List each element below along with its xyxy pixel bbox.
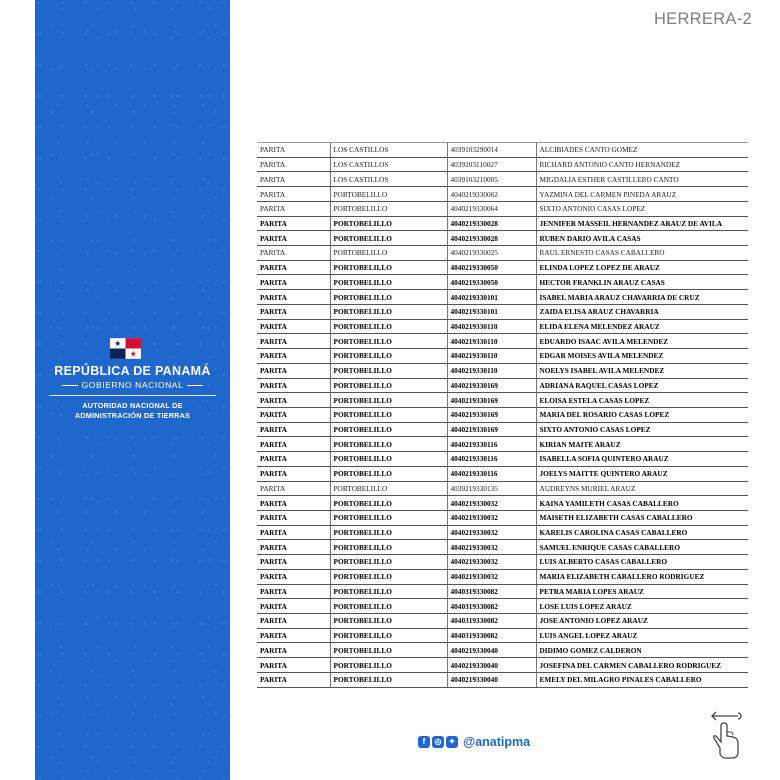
cell-name: MIGDALIA ESTHER CASTILLERO CANTO bbox=[536, 172, 748, 187]
cell-place: PORTOBELILLO bbox=[330, 584, 447, 599]
cell-code: 4040219330169 bbox=[447, 422, 536, 437]
table-row bbox=[257, 363, 748, 378]
cell-code: 4039103210005 bbox=[447, 172, 536, 187]
cell-name: MAISETH ELIZABETH CASAS CABALLERO bbox=[536, 510, 748, 525]
cell-code: 4040219330101 bbox=[447, 290, 536, 305]
cell-name: JENNIFER MASSEIL HERNANDEZ ARAUZ DE AVILA bbox=[536, 216, 748, 231]
cell-district: PARITA bbox=[257, 157, 330, 172]
table-row bbox=[257, 599, 748, 614]
table-row bbox=[257, 246, 748, 261]
cell-place: PORTOBELILLO bbox=[330, 481, 447, 496]
cell-place: PORTOBELILLO bbox=[330, 496, 447, 511]
cell-code: 4040219330032 bbox=[447, 496, 536, 511]
cell-name: KARELIS CAROLINA CASAS CABALLERO bbox=[536, 525, 748, 540]
cell-district: PARITA bbox=[257, 422, 330, 437]
cell-name: ELOISA ESTELA CASAS LOPEZ bbox=[536, 393, 748, 408]
cell-name: ADRIANA RAQUEL CASAS LOPEZ bbox=[536, 378, 748, 393]
cell-name: NOELYS ISABEL AVILA MELENDEZ bbox=[536, 363, 748, 378]
cell-code: 4040219330169 bbox=[447, 378, 536, 393]
table-row bbox=[257, 555, 748, 570]
cell-name: EDGAR MOISES AVILA MELENDEZ bbox=[536, 349, 748, 364]
cell-place: PORTOBELILLO bbox=[330, 452, 447, 467]
brand-title: REPÚBLICA DE PANAMÁ bbox=[54, 364, 211, 378]
cell-code: 4039219330135 bbox=[447, 481, 536, 496]
cell-place: PORTOBELILLO bbox=[330, 290, 447, 305]
cell-code: 4040219330110 bbox=[447, 334, 536, 349]
cell-district: PARITA bbox=[257, 260, 330, 275]
cell-name: LUIS ANGEL LOPEZ ARAUZ bbox=[536, 628, 748, 643]
table-row bbox=[257, 319, 748, 334]
cell-place: PORTOBELILLO bbox=[330, 643, 447, 658]
cell-code: 4040219330116 bbox=[447, 466, 536, 481]
cell-place: PORTOBELILLO bbox=[330, 363, 447, 378]
table-row bbox=[257, 452, 748, 467]
cell-name: EDUARDO ISAAC AVILA MELENDEZ bbox=[536, 334, 748, 349]
cell-code: 4040219330169 bbox=[447, 393, 536, 408]
cell-place: PORTOBELILLO bbox=[330, 393, 447, 408]
cell-code: 4040219330110 bbox=[447, 349, 536, 364]
cell-name: AUDREYNS MURIEL ARAUZ bbox=[536, 481, 748, 496]
cell-code: 4040219330032 bbox=[447, 540, 536, 555]
table-row bbox=[257, 422, 748, 437]
cell-code: 4040319330082 bbox=[447, 584, 536, 599]
cell-code: 4040219330064 bbox=[447, 201, 536, 216]
table-row bbox=[257, 584, 748, 599]
cell-place: PORTOBELILLO bbox=[330, 599, 447, 614]
cell-place: PORTOBELILLO bbox=[330, 319, 447, 334]
cell-district: PARITA bbox=[257, 643, 330, 658]
cell-district: PARITA bbox=[257, 187, 330, 202]
cell-place: PORTOBELILLO bbox=[330, 231, 447, 246]
table-row bbox=[257, 275, 748, 290]
cell-name: ZAIDA ELISA ARAUZ CHAVARRIA bbox=[536, 304, 748, 319]
cell-district: PARITA bbox=[257, 525, 330, 540]
cell-place: PORTOBELILLO bbox=[330, 201, 447, 216]
cell-name: RUBEN DARIO AVILA CASAS bbox=[536, 231, 748, 246]
cell-district: PARITA bbox=[257, 452, 330, 467]
cell-district: PARITA bbox=[257, 628, 330, 643]
cell-name: SAMUEL ENRIQUE CASAS CABALLERO bbox=[536, 540, 748, 555]
social-handle[interactable]: @anatipma bbox=[463, 735, 531, 749]
cell-name: MARIA ELIZABETH CABALLERO RODRIGUEZ bbox=[536, 569, 748, 584]
table-row bbox=[257, 187, 748, 202]
cell-place: PORTOBELILLO bbox=[330, 628, 447, 643]
cell-name: ALCIBIADES CANTO GOMEZ bbox=[536, 143, 748, 158]
cell-district: PARITA bbox=[257, 143, 330, 158]
cell-name: RICHARD ANTONIO CANTO HERNANDEZ bbox=[536, 157, 748, 172]
table-row bbox=[257, 407, 748, 422]
cell-place: PORTOBELILLO bbox=[330, 525, 447, 540]
cell-place: PORTOBELILLO bbox=[330, 275, 447, 290]
cell-name: EMELY DEL MILAGRO PINALES CABALLERO bbox=[536, 672, 748, 687]
cell-district: PARITA bbox=[257, 614, 330, 629]
table-row bbox=[257, 496, 748, 511]
cell-name: ELINDA LOPEZ LOPEZ DE ARAUZ bbox=[536, 260, 748, 275]
brand-subtitle-text: GOBIERNO NACIONAL bbox=[81, 380, 184, 390]
cell-place: PORTOBELILLO bbox=[330, 260, 447, 275]
cell-place: LOS CASTILLOS bbox=[330, 143, 447, 158]
table-row bbox=[257, 569, 748, 584]
cell-code: 4040219330110 bbox=[447, 319, 536, 334]
cell-place: PORTOBELILLO bbox=[330, 540, 447, 555]
cell-place: PORTOBELILLO bbox=[330, 466, 447, 481]
cell-code: 4040319330082 bbox=[447, 628, 536, 643]
cell-code: 4039203110027 bbox=[447, 157, 536, 172]
cell-code: 4040219330116 bbox=[447, 437, 536, 452]
brand-agency-line1: AUTORIDAD NACIONAL DE bbox=[82, 401, 183, 410]
table-row bbox=[257, 260, 748, 275]
cell-place: PORTOBELILLO bbox=[330, 569, 447, 584]
cell-name: MARIA DEL ROSARIO CASAS LOPEZ bbox=[536, 407, 748, 422]
cell-district: PARITA bbox=[257, 275, 330, 290]
cell-district: PARITA bbox=[257, 599, 330, 614]
cell-name: KAINA YAMILETH CASAS CABALLERO bbox=[536, 496, 748, 511]
cell-district: PARITA bbox=[257, 481, 330, 496]
cell-district: PARITA bbox=[257, 378, 330, 393]
cell-code: 4040319330082 bbox=[447, 599, 536, 614]
cell-district: PARITA bbox=[257, 172, 330, 187]
cell-place: PORTOBELILLO bbox=[330, 378, 447, 393]
cell-district: PARITA bbox=[257, 584, 330, 599]
cell-place: PORTOBELILLO bbox=[330, 614, 447, 629]
brand-divider bbox=[49, 395, 216, 396]
panama-flag-icon bbox=[110, 338, 141, 359]
table-row bbox=[257, 378, 748, 393]
cell-code: 4040219330101 bbox=[447, 304, 536, 319]
cell-code: 4040219330169 bbox=[447, 407, 536, 422]
table-row bbox=[257, 466, 748, 481]
cell-district: PARITA bbox=[257, 216, 330, 231]
cell-district: PARITA bbox=[257, 496, 330, 511]
cell-district: PARITA bbox=[257, 319, 330, 334]
cell-district: PARITA bbox=[257, 304, 330, 319]
social-bar bbox=[418, 735, 530, 749]
cell-name: ISABELLA SOFIA QUINTERO ARAUZ bbox=[536, 452, 748, 467]
cell-name: YAZMINA DEL CARMEN PINEDA ARAUZ bbox=[536, 187, 748, 202]
cell-name: DIDIMO GOMEZ CALDERON bbox=[536, 643, 748, 658]
cell-code: 4040219330028 bbox=[447, 231, 536, 246]
cell-code: 4040219330062 bbox=[447, 187, 536, 202]
table-row bbox=[257, 231, 748, 246]
sidebar-panel bbox=[35, 0, 230, 780]
cell-code: 4040219330032 bbox=[447, 525, 536, 540]
instagram-icon[interactable]: ◎ bbox=[432, 736, 444, 748]
cell-district: PARITA bbox=[257, 672, 330, 687]
cell-place: PORTOBELILLO bbox=[330, 187, 447, 202]
cell-district: PARITA bbox=[257, 437, 330, 452]
cell-name: LOSE LUIS LOPEZ ARAUZ bbox=[536, 599, 748, 614]
table-row bbox=[257, 510, 748, 525]
cell-name: ISABEL MARIA ARAUZ CHAVARRIA DE CRUZ bbox=[536, 290, 748, 305]
cell-name: LUIS ALBERTO CASAS CABALLERO bbox=[536, 555, 748, 570]
table-row bbox=[257, 349, 748, 364]
cell-code: 4040219330116 bbox=[447, 452, 536, 467]
cell-place: PORTOBELILLO bbox=[330, 555, 447, 570]
table-row bbox=[257, 334, 748, 349]
cell-code: 4040219330040 bbox=[447, 643, 536, 658]
table-row bbox=[257, 481, 748, 496]
cell-district: PARITA bbox=[257, 290, 330, 305]
table-row bbox=[257, 393, 748, 408]
cell-district: PARITA bbox=[257, 510, 330, 525]
brand-agency-line2: ADMINISTRACIÓN DE TIERRAS bbox=[74, 411, 191, 420]
cell-code: 4040219330040 bbox=[447, 658, 536, 673]
cell-district: PARITA bbox=[257, 466, 330, 481]
table-row bbox=[257, 157, 748, 172]
cell-district: PARITA bbox=[257, 407, 330, 422]
cell-district: PARITA bbox=[257, 658, 330, 673]
cell-code: 4040219330028 bbox=[447, 216, 536, 231]
cell-place: PORTOBELILLO bbox=[330, 407, 447, 422]
table-row bbox=[257, 172, 748, 187]
cell-district: PARITA bbox=[257, 569, 330, 584]
cell-district: PARITA bbox=[257, 540, 330, 555]
cell-code: 4040319330082 bbox=[447, 614, 536, 629]
twitter-icon[interactable]: ✦ bbox=[446, 736, 458, 748]
cell-district: PARITA bbox=[257, 555, 330, 570]
cell-code: 4040219330032 bbox=[447, 510, 536, 525]
cell-place: PORTOBELILLO bbox=[330, 246, 447, 261]
facebook-icon[interactable]: f bbox=[418, 736, 430, 748]
table-row bbox=[257, 540, 748, 555]
cell-code: 4040219330032 bbox=[447, 569, 536, 584]
cell-district: PARITA bbox=[257, 334, 330, 349]
cell-name: HECTOR FRANKLIN ARAUZ CASAS bbox=[536, 275, 748, 290]
cell-place: PORTOBELILLO bbox=[330, 304, 447, 319]
table-row bbox=[257, 628, 748, 643]
cell-name: SIXTO ANTONIO CASAS LOPEZ bbox=[536, 422, 748, 437]
table-row bbox=[257, 290, 748, 305]
table-row bbox=[257, 437, 748, 452]
cell-place: PORTOBELILLO bbox=[330, 422, 447, 437]
table-row bbox=[257, 643, 748, 658]
cell-code: 4039103290014 bbox=[447, 143, 536, 158]
cell-name: ELIDA ELENA MELENDEZ ARAUZ bbox=[536, 319, 748, 334]
cell-name: JOELYS MAITTE QUINTERO ARAUZ bbox=[536, 466, 748, 481]
cell-district: PARITA bbox=[257, 246, 330, 261]
cell-code: 4040219330110 bbox=[447, 363, 536, 378]
cell-place: LOS CASTILLOS bbox=[330, 172, 447, 187]
table-row bbox=[257, 672, 748, 687]
table-row bbox=[257, 658, 748, 673]
cell-place: LOS CASTILLOS bbox=[330, 157, 447, 172]
cell-place: PORTOBELILLO bbox=[330, 658, 447, 673]
table-row bbox=[257, 201, 748, 216]
cell-district: PARITA bbox=[257, 231, 330, 246]
beneficiaries-table bbox=[257, 142, 748, 688]
swipe-hand-icon bbox=[708, 708, 746, 760]
brand-subtitle bbox=[35, 380, 230, 390]
cell-name: KIRIAN MAITE ARAUZ bbox=[536, 437, 748, 452]
table-row bbox=[257, 216, 748, 231]
cell-code: 4040219330050 bbox=[447, 275, 536, 290]
page-label: HERRERA-2 bbox=[653, 10, 752, 28]
cell-place: PORTOBELILLO bbox=[330, 672, 447, 687]
cell-place: PORTOBELILLO bbox=[330, 349, 447, 364]
cell-district: PARITA bbox=[257, 393, 330, 408]
cell-name: SIXTO ANTONIO CASAS LOPEZ bbox=[536, 201, 748, 216]
cell-district: PARITA bbox=[257, 349, 330, 364]
cell-code: 4040219330025 bbox=[447, 246, 536, 261]
table-row bbox=[257, 143, 748, 158]
cell-name: JOSE ANTONIO LOPEZ ARAUZ bbox=[536, 614, 748, 629]
cell-place: PORTOBELILLO bbox=[330, 334, 447, 349]
table-row bbox=[257, 614, 748, 629]
cell-district: PARITA bbox=[257, 201, 330, 216]
table-row bbox=[257, 304, 748, 319]
cell-name: PETRA MARIA LOPES ARAUZ bbox=[536, 584, 748, 599]
cell-name: JOSEFINA DEL CARMEN CABALLERO RODRIGUEZ bbox=[536, 658, 748, 673]
cell-place: PORTOBELILLO bbox=[330, 216, 447, 231]
cell-district: PARITA bbox=[257, 363, 330, 378]
table-row bbox=[257, 525, 748, 540]
cell-name: RAUL ERNESTO CASAS CABALLERO bbox=[536, 246, 748, 261]
brand-agency bbox=[35, 401, 230, 421]
cell-code: 4040219330040 bbox=[447, 672, 536, 687]
cell-place: PORTOBELILLO bbox=[330, 510, 447, 525]
cell-code: 4040219330050 bbox=[447, 260, 536, 275]
cell-place: PORTOBELILLO bbox=[330, 437, 447, 452]
cell-code: 4040219330032 bbox=[447, 555, 536, 570]
